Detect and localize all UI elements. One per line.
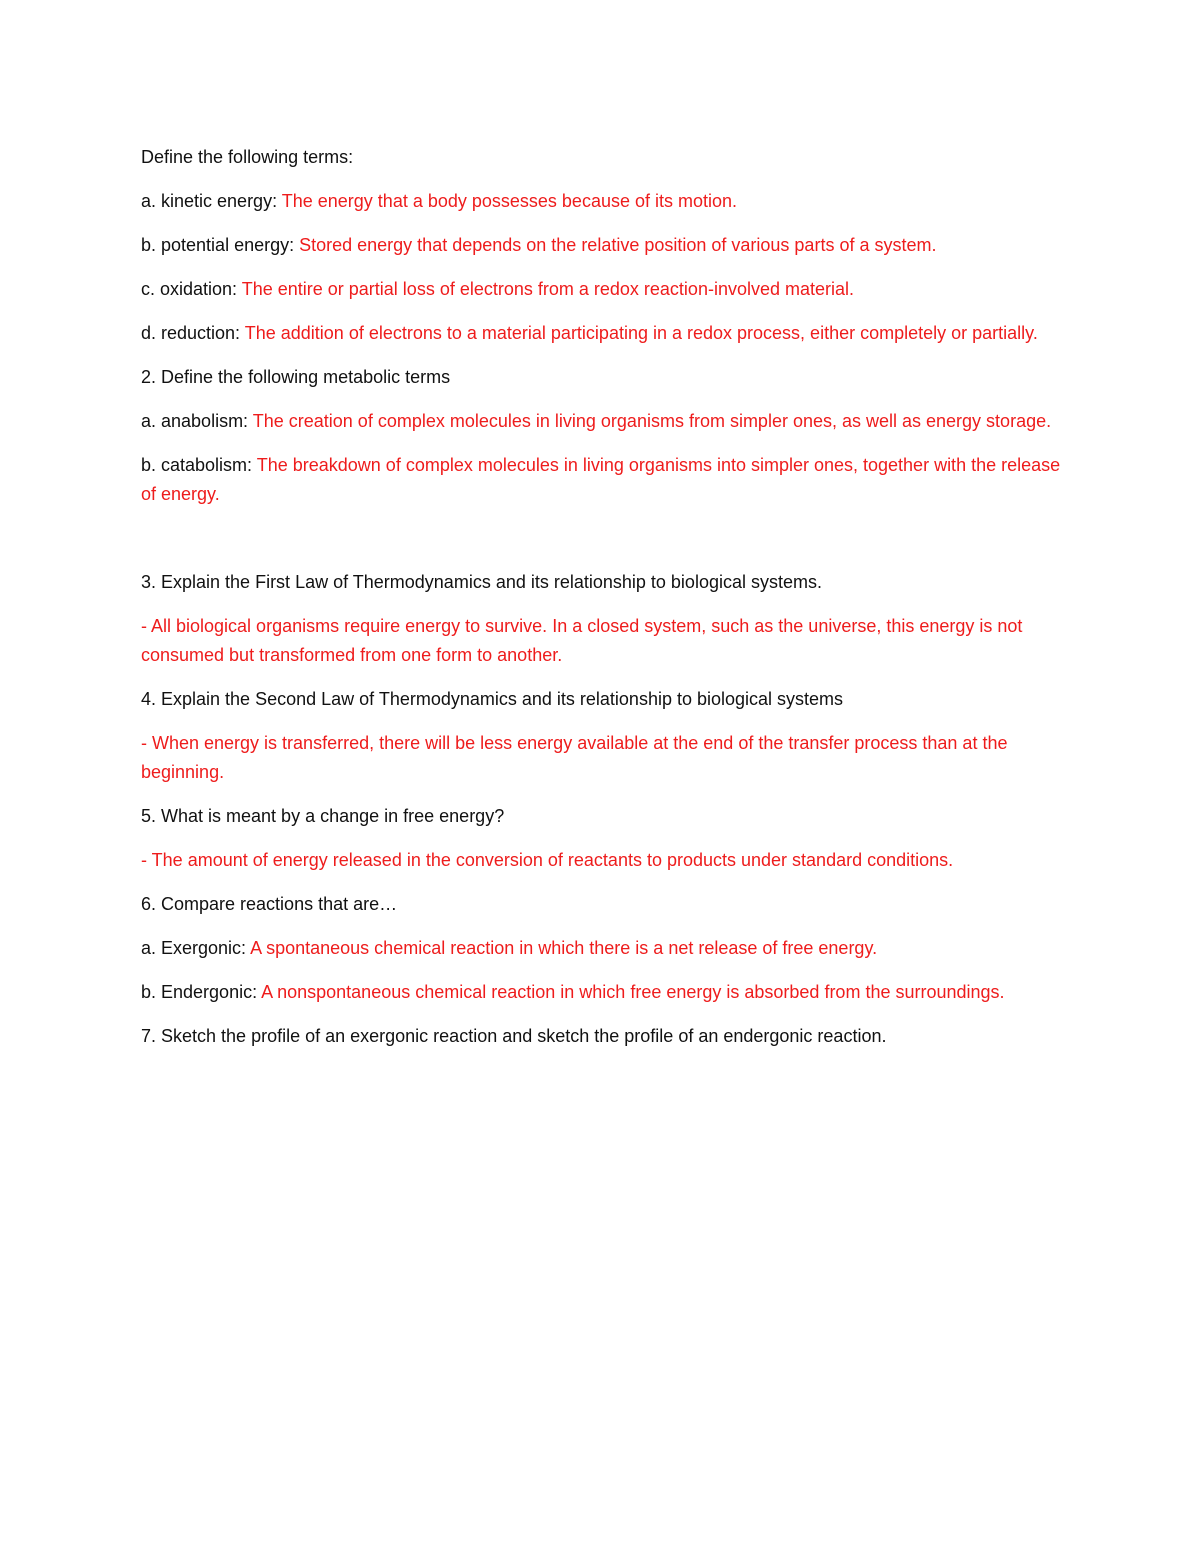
term-label: b. potential energy:: [141, 235, 300, 255]
question-4: 4. Explain the Second Law of Thermodynamics and its relationship to biological systems: [141, 689, 844, 709]
document-page: [141, 143, 1066, 1066]
question-3: 3. Explain the First Law of Thermodynamics and its relationship to biological systems.: [141, 572, 822, 592]
term-exergonic: [141, 934, 1066, 963]
term-answer: The energy that a body possesses because of its motion.: [281, 191, 738, 211]
question-5: 5. What is meant by a change in free energy?: [141, 806, 505, 826]
term-reduction: [141, 319, 1066, 348]
term-label: d. reduction:: [141, 323, 245, 343]
term-answer: The addition of electrons to a material participating in a redox process, either completely or partially.: [244, 323, 1038, 343]
term-label: a. anabolism:: [141, 411, 253, 431]
term-label: c. oxidation:: [141, 279, 242, 299]
question-7: 7. Sketch the profile of an exergonic reaction and sketch the profile of an endergonic reaction.: [141, 1026, 887, 1046]
answer-4: - When energy is transferred, there will be less energy available at the end of the transfer process than at the beginning.: [141, 733, 1008, 782]
term-catabolism: [141, 451, 1066, 509]
term-potential-energy: [141, 231, 1066, 260]
term-label: b. Endergonic:: [141, 982, 262, 1002]
term-label: b. catabolism:: [141, 455, 257, 475]
term-label: a. Exergonic:: [141, 938, 251, 958]
term-answer: The entire or partial loss of electrons from a redox reaction-involved material.: [241, 279, 855, 299]
answer-5: - The amount of energy released in the conversion of reactants to products under standard conditions.: [141, 850, 954, 870]
term-label: a. kinetic energy:: [141, 191, 282, 211]
question-2: 2. Define the following metabolic terms: [141, 367, 451, 387]
term-answer: A spontaneous chemical reaction in which there is a net release of free energy.: [250, 938, 878, 958]
term-anabolism: [141, 407, 1066, 436]
term-endergonic: [141, 978, 1066, 1007]
term-answer: The breakdown of complex molecules in living organisms into simpler ones, together with the release of energy.: [141, 455, 1061, 504]
term-kinetic-energy: [141, 187, 1066, 216]
question-6: 6. Compare reactions that are…: [141, 894, 398, 914]
term-answer: A nonspontaneous chemical reaction in which free energy is absorbed from the surroundings.: [261, 982, 1005, 1002]
blank-line: [141, 524, 1066, 568]
term-answer: The creation of complex molecules in living organisms from simpler ones, as well as energy storage.: [252, 411, 1052, 431]
answer-3: - All biological organisms require energy to survive. In a closed system, such as the universe, this energy is not consumed but transformed from one form to another.: [141, 616, 1023, 665]
intro-heading: Define the following terms:: [141, 147, 354, 167]
term-oxidation: [141, 275, 1066, 304]
term-answer: Stored energy that depends on the relative position of various parts of a system.: [299, 235, 937, 255]
